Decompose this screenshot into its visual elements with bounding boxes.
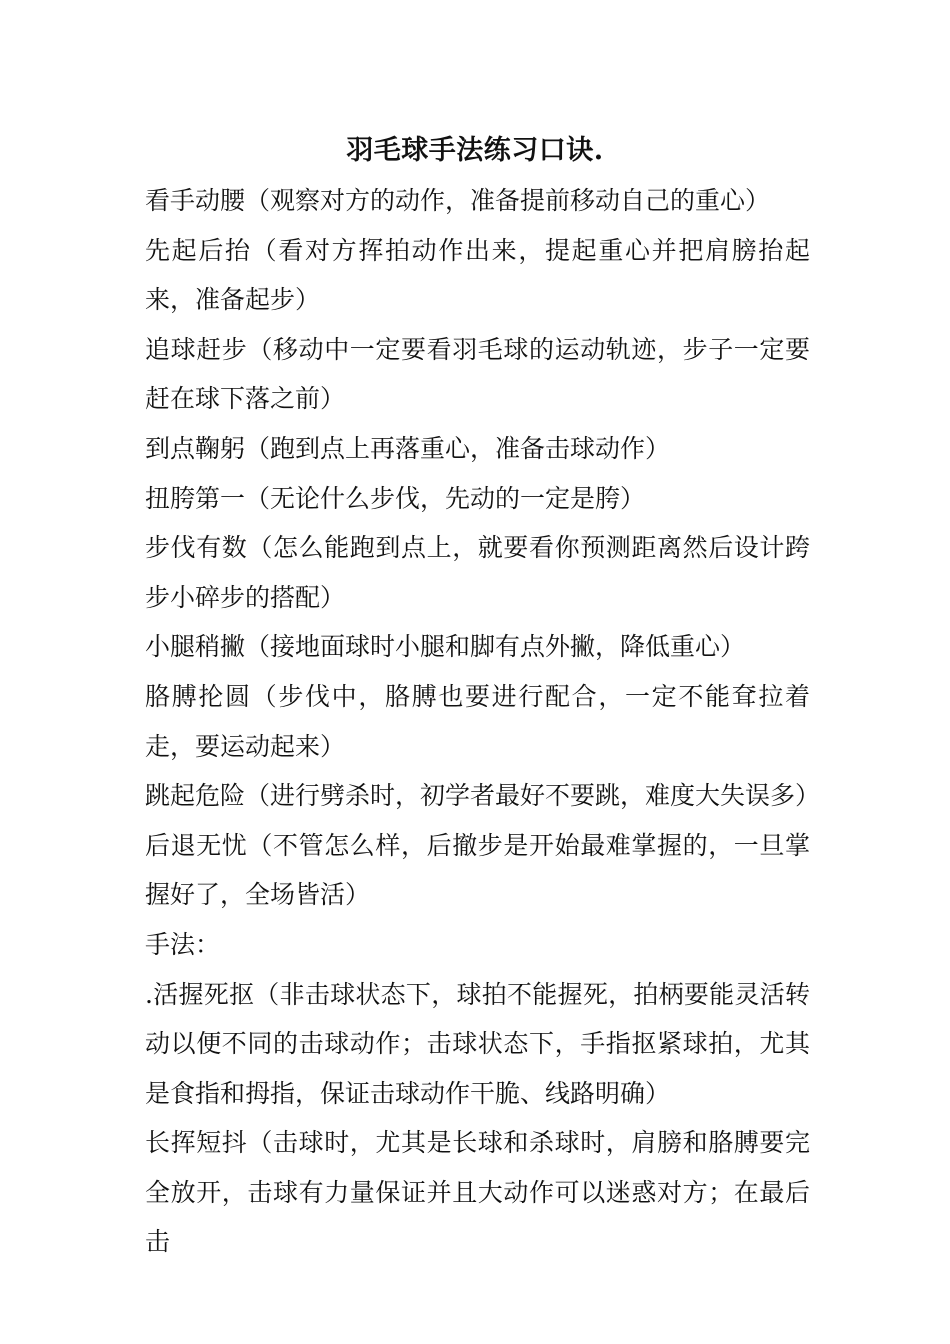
paragraph-chang-hui-duan-dou: 长挥短抖（击球时，尤其是长球和杀球时，肩膀和胳膊要完全放开，击球有力量保证并且大动作可以迷惑对方；在最后击 <box>145 1128 810 1257</box>
paragraph-niu-kua-di-yi: 扭胯第一（无论什么步伐，先动的一定是胯） <box>145 483 646 513</box>
paragraph-hou-tui-wu-you: 后退无忧（不管怎么样，后撤步是开始最难掌握的，一旦掌握好了，全场皆活） <box>145 830 810 910</box>
paragraph-bu-fa-you-shu: 步伐有数（怎么能跑到点上，就要看你预测距离然后设计跨步小碎步的搭配） <box>145 533 810 612</box>
section-heading-shou-fa: 手法： <box>145 929 221 959</box>
paragraph-xiao-tui-shao-pie: 小腿稍撇（接地面球时小腿和脚有点外撇，降低重心） <box>145 632 746 662</box>
paragraph-dao-dian-ju-gong: 到点鞠躬（跑到点上再落重心，准备击球动作） <box>145 433 671 463</box>
paragraph-xian-qi-hou-tai: 先起后抬（看对方挥拍动作出来，提起重心并把肩膀抬起来，准备起步） <box>145 235 810 315</box>
paragraph-ge-bo-lun-yuan: 胳膊抡圆（步伐中，胳膊也要进行配合，一定不能耷拉着走，要运动起来） <box>145 681 810 761</box>
paragraph-zhui-qiu-gan-bu: 追球赶步（移动中一定要看羽毛球的运动轨迹，步子一定要赶在球下落之前） <box>145 334 810 414</box>
document-body <box>145 176 821 1267</box>
document-title: 羽毛球手法练习口诀. <box>346 135 604 166</box>
paragraph-kan-shou-dong-yao: 看手动腰（观察对方的动作，准备提前移动自己的重心） <box>145 186 771 215</box>
paragraph-huo-wo-si-kou: .活握死抠（非击球状态下，球拍不能握死，拍柄要能灵活转动以便不同的击球动作；击球状态下，手指抠紧球拍，尤其是食指和拇指，保证击球动作干脆、线路明确） <box>145 979 810 1108</box>
paragraph-tiao-qi-wei-xian: 跳起危险（进行劈杀时，初学者最好不要跳，难度大失误多） <box>145 781 821 811</box>
